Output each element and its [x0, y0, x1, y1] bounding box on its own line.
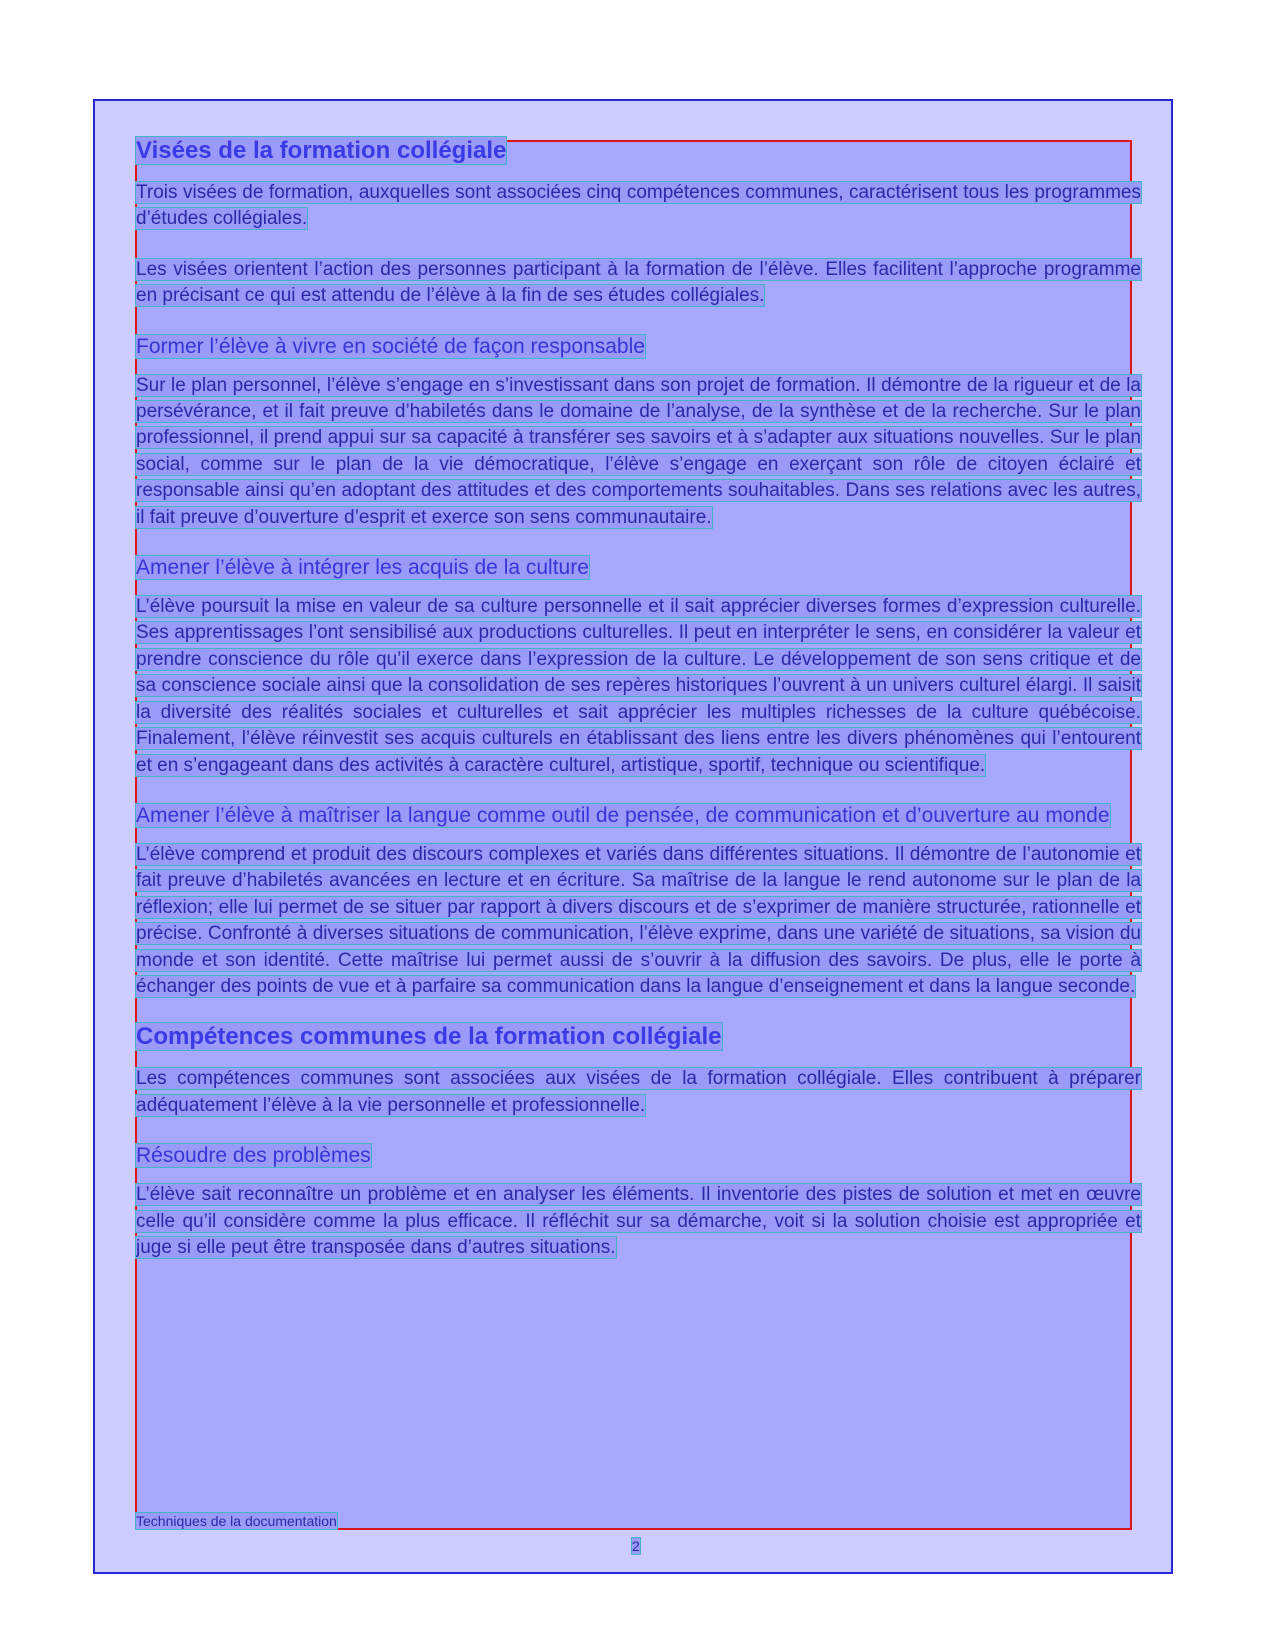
paragraph-intro: Trois visées de formation, auxquelles sont associées cinq compétences communes, caractérisent tous les programmes d’études collégiales.: [136, 182, 1141, 230]
subheading-vivre-en-societe: Former l’élève à vivre en société de façon responsable: [136, 334, 645, 358]
subheading-maitriser-langue: Amener l’élève à maîtriser la langue comme outil de pensée, de communication et d’ouverture au monde: [136, 803, 1110, 827]
paragraph-competences: Les compétences communes sont associées aux visées de la formation collégiale. Elles contribuent à préparer adéquatement l’élève à la vie personnelle et professionnelle.: [136, 1068, 1141, 1116]
section-heading-visees: Visées de la formation collégiale: [136, 137, 507, 164]
subheading-resoudre-problemes: Résoudre des problèmes: [136, 1144, 371, 1168]
footer-program-name: Techniques de la documentation: [136, 1513, 337, 1529]
paragraph-acquis-culture: L’élève poursuit la mise en valeur de sa culture personnelle et il sait apprécier diverses formes d’expression culturelle. Ses apprentissages l’ont sensibilisé aux productions culturelles. Il peut en interpréter le sens, en considérer la valeur et prendre conscience du rôle qu’il exerce dans l’expression de la culture. Le développement de son sens critique et de sa conscience sociale ainsi que la consolidation de ses repères historiques l’ouvrent à un univers culturel élargi. Il saisit la diversité des réalités sociales et culturelles et sait apprécier les multiples richesses de la culture québécoise. Finalement, l’élève réinvestit ses acquis culturels en établissant des liens entre les divers phénomènes qui l’entourent et en s’engageant dans des activités à caractère culturel, artistique, sportif, technique ou scientifique.: [136, 596, 1141, 776]
paragraph-visees-role: Les visées orientent l’action des personnes participant à la formation de l’élève. Elles facilitent l’approche programme en précisant ce qui est attendu de l’élève à la fin de ses études collégiales.: [136, 258, 1141, 307]
section-heading-competences: Compétences communes de la formation collégiale: [136, 1023, 722, 1051]
paragraph-vivre-en-societe: Sur le plan personnel, l’élève s’engage en s’investissant dans son projet de formation. Il démontre de la rigueur et de la persévérance, et il fait preuve d’habiletés dans le domaine de l’analyse, de la synthèse et de la recherche. Sur le plan professionnel, il prend appui sur sa capacité à transférer ses savoirs et à s’adapter aux situations nouvelles. Sur le plan social, comme sur le plan de la vie démocratique, l’élève s’engage en exerçant son rôle de citoyen éclairé et responsable ainsi qu’en adoptant des attitudes et des comportements souhaitables. Dans ses relations avec les autres, il fait preuve d’ouverture d’esprit et exerce son sens communautaire.: [136, 374, 1141, 528]
subheading-acquis-culture: Amener l’élève à intégrer les acquis de la culture: [136, 556, 589, 580]
document-body: [136, 136, 1141, 1287]
paragraph-resoudre-problemes: L’élève sait reconnaître un problème et en analyser les éléments. Il inventorie des pistes de solution et met en œuvre celle qu’il considère comme la plus efficace. Il réfléchit sur sa démarche, voit si la solution choisie est appropriée et juge si elle peut être transposée dans d’autres situations.: [136, 1184, 1141, 1258]
page-number: 2: [632, 1538, 640, 1554]
paragraph-maitriser-langue: L’élève comprend et produit des discours complexes et variés dans différentes situations. Il démontre de l’autonomie et fait preuve d’habiletés avancées en lecture et en écriture. Sa maîtrise de la langue le rend autonome sur le plan de la réflexion; elle lui permet de se situer par rapport à divers discours et de s’exprimer de manière structurée, rationnelle et précise. Confronté à diverses situations de communication, l’élève exprime, dans une variété de situations, sa vision du monde et son identité. Cette maîtrise lui permet aussi de s’ouvrir à la diffusion des savoirs. De plus, elle le porte à échanger des points de vue et à parfaire sa communication dans la langue d’enseignement et dans la langue seconde.: [136, 843, 1141, 997]
